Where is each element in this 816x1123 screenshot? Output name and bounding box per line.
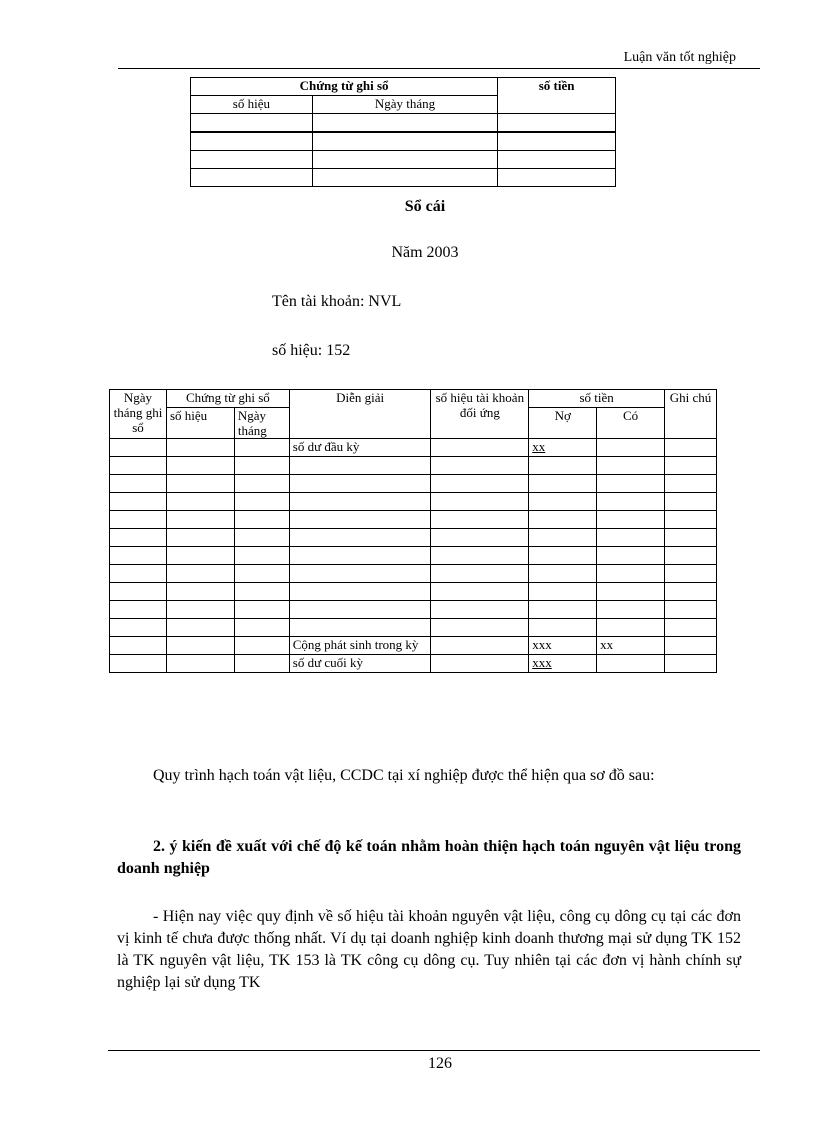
amount-header: số tiền <box>529 390 665 408</box>
account-number: số hiệu: 152 <box>272 342 351 359</box>
table-row <box>110 547 717 565</box>
table-row <box>110 457 717 475</box>
page-number: 126 <box>428 1055 452 1072</box>
table-row <box>110 601 717 619</box>
body-paragraph: - Hiện nay việc quy định về số hiệu tài khoản nguyên vật liệu, công cụ dông cụ tại các đơn vị kinh tế chưa được thống nhất. Ví dụ tại doanh nghiệp kinh doanh thương mại sử dụng TK 152 là TK nguyên vật liệu, TK 153 là TK công cụ dông cụ. Tuy nhiên tại các đơn vị hành chính sự nghiệp lại sử dụng TK <box>117 908 741 991</box>
voucher-header: Chứng từ ghi sổ <box>191 78 498 96</box>
number-header: số hiệu <box>191 96 313 114</box>
date-header: Ngày tháng <box>312 96 497 114</box>
table-row <box>191 114 616 133</box>
credit-header: Có <box>597 408 665 439</box>
ledger-table <box>109 389 717 673</box>
note-header: Ghi chú <box>665 390 717 439</box>
footer-rule <box>108 1050 760 1051</box>
date-header: Ngày tháng <box>234 408 289 439</box>
account-name: Tên tài khoản: NVL <box>272 293 402 310</box>
table-row <box>110 511 717 529</box>
contra-account-header: số hiệu tài khoản đối ứng <box>431 390 529 439</box>
period-total-debit: xxx <box>529 637 597 655</box>
opening-balance-label: số dư đầu kỳ <box>289 439 431 457</box>
table-row <box>110 475 717 493</box>
table-row <box>110 583 717 601</box>
process-paragraph: Quy trình hạch toán vật liệu, CCDC tại xí nghiệp được thể hiện qua sơ đồ sau: <box>153 767 655 784</box>
header-rule <box>118 68 760 69</box>
table-row <box>110 529 717 547</box>
voucher-header: Chứng từ ghi sổ <box>166 390 289 408</box>
opening-balance-debit: xx <box>532 439 546 454</box>
number-header: số hiệu <box>166 408 234 439</box>
section-heading: 2. ý kiến đề xuất với chế độ kế toán nhằm hoàn thiện hạch toán nguyên vật liệu trong doanh nghiệp <box>117 838 741 877</box>
table-row <box>110 655 717 673</box>
table-row <box>191 169 616 187</box>
amount-header: số tiền <box>498 78 616 114</box>
table-row <box>191 132 616 151</box>
ledger-title: Sổ cái <box>404 198 446 215</box>
period-total-label: Cộng phát sinh trong kỳ <box>289 637 431 655</box>
table-row <box>191 151 616 169</box>
ledger-year: Năm 2003 <box>391 244 459 261</box>
table-row <box>110 565 717 583</box>
period-total-credit: xx <box>597 637 665 655</box>
closing-balance-debit: xxx <box>532 655 552 670</box>
table-row <box>110 619 717 637</box>
table-row <box>110 439 717 457</box>
table-row <box>110 637 717 655</box>
header-title: Luận văn tốt nghiệp <box>623 50 736 65</box>
description-header: Diễn giải <box>289 390 431 439</box>
date-recorded-header: Ngày tháng ghi sổ <box>110 390 167 439</box>
closing-balance-label: số dư cuối kỳ <box>289 655 431 673</box>
debit-header: Nợ <box>529 408 597 439</box>
table-row <box>110 493 717 511</box>
voucher-table <box>190 77 616 187</box>
